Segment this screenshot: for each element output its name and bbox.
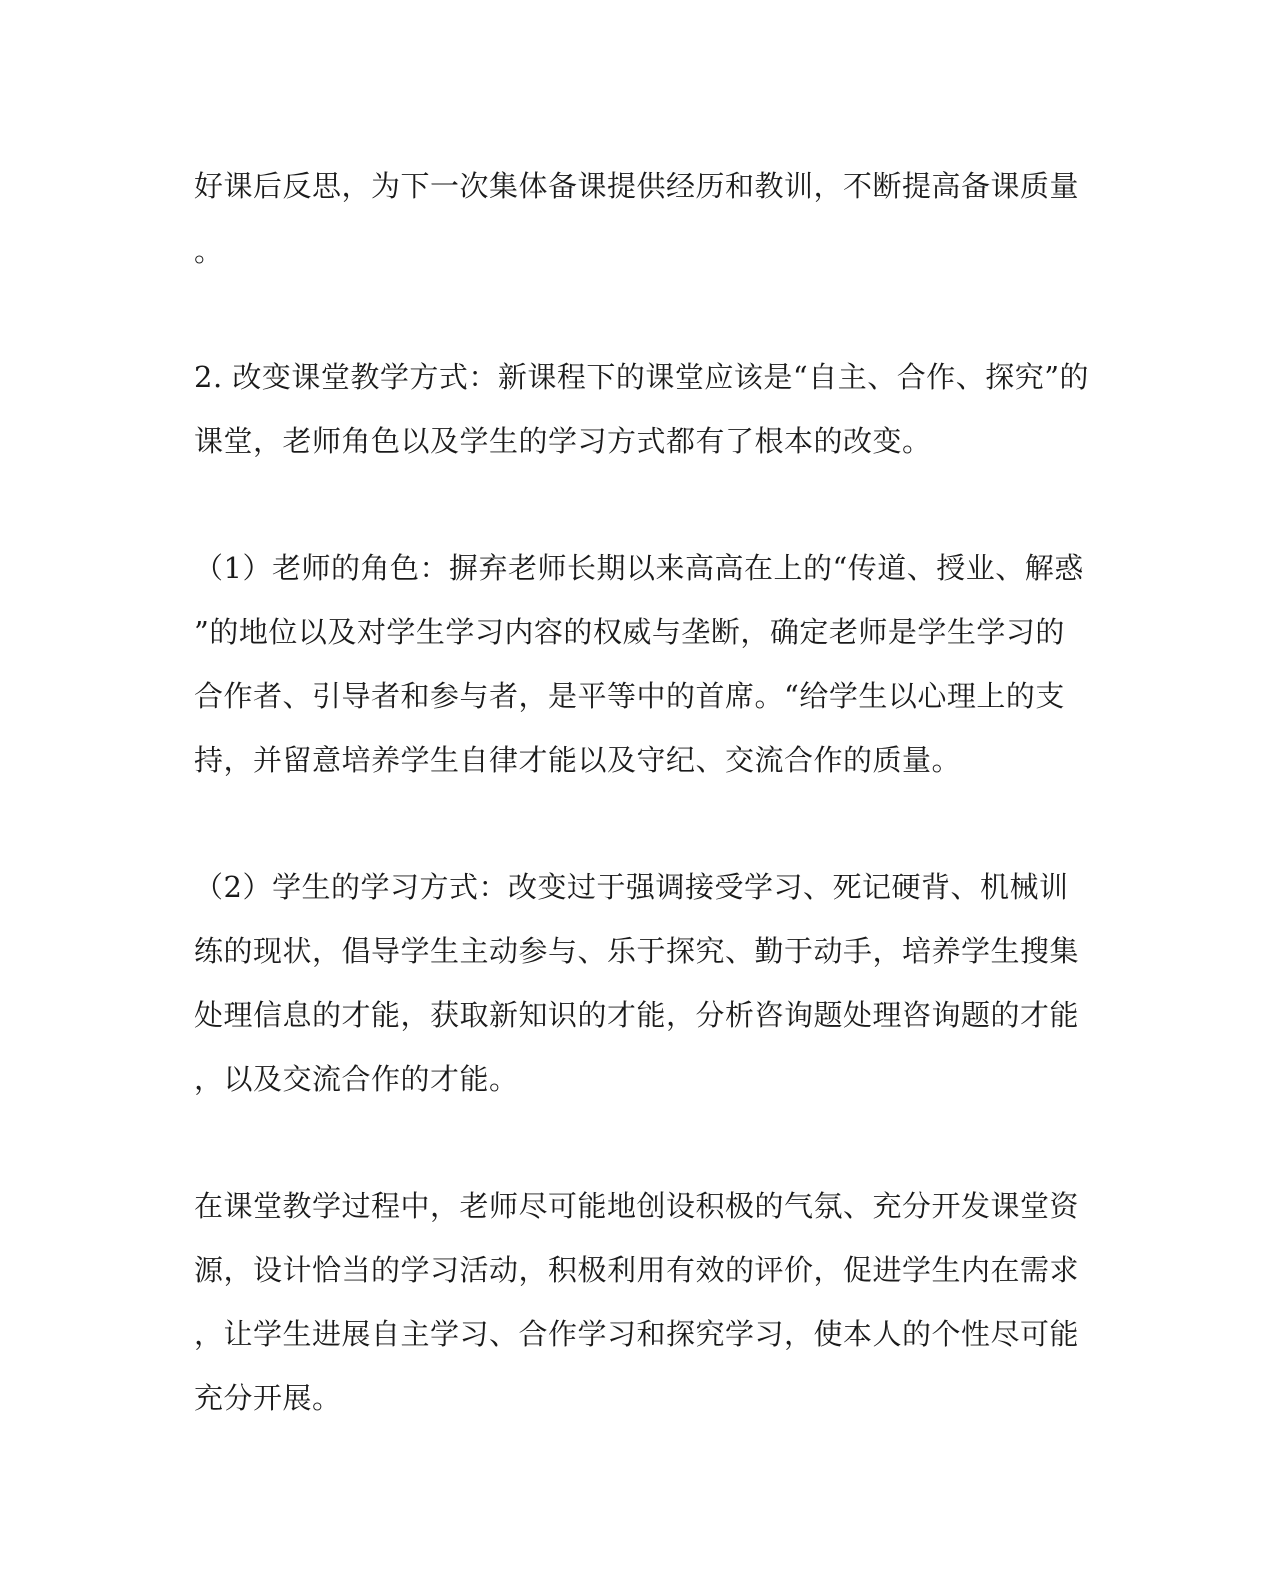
- paragraph-2-line-1: 2. 改变课堂教学方式：新课程下的课堂应该是“自主、合作、探究”的: [194, 360, 1090, 394]
- paragraph-4-line-1: （2）学生的学习方式：改变过于强调接受学习、死记硬背、机械训: [194, 870, 1069, 904]
- paragraph-3-line-2: ”的地位以及对学生学习内容的权威与垄断，确定老师是学生学习的: [194, 615, 1065, 649]
- paragraph-5-line-3: ，让学生进展自主学习、合作学习和探究学习，使本人的个性尽可能: [194, 1317, 1080, 1351]
- paragraph-3-line-3: 合作者、引导者和参与者，是平等中的首席。“给学生以心理上的支: [194, 679, 1065, 713]
- paragraph-3-line-1: （1）老师的角色：摒弃老师长期以来高高在上的“传道、授业、解惑: [194, 551, 1084, 585]
- paragraph-5-line-2: 源，设计恰当的学习活动，积极利用有效的评价，促进学生内在需求: [194, 1253, 1080, 1287]
- paragraph-5-line-1: 在课堂教学过程中，老师尽可能地创设积极的气氛、充分开发课堂资: [194, 1189, 1080, 1223]
- paragraph-4-line-3: 处理信息的才能，获取新知识的才能，分析咨询题处理咨询题的才能: [194, 998, 1080, 1032]
- paragraph-5-line-4: 充分开展。: [194, 1381, 342, 1415]
- paragraph-4-line-2: 练的现状，倡导学生主动参与、乐于探究、勤于动手，培养学生搜集: [194, 934, 1080, 968]
- paragraph-2-line-2: 课堂，老师角色以及学生的学习方式都有了根本的改变。: [194, 424, 932, 458]
- paragraph-3-line-4: 持，并留意培养学生自律才能以及守纪、交流合作的质量。: [194, 743, 962, 777]
- paragraph-4-line-4: ，以及交流合作的才能。: [194, 1062, 519, 1096]
- paragraph-1-line-1: 好课后反思，为下一次集体备课提供经历和教训，不断提高备课质量: [194, 169, 1080, 203]
- paragraph-1-line-2: 。: [194, 234, 224, 268]
